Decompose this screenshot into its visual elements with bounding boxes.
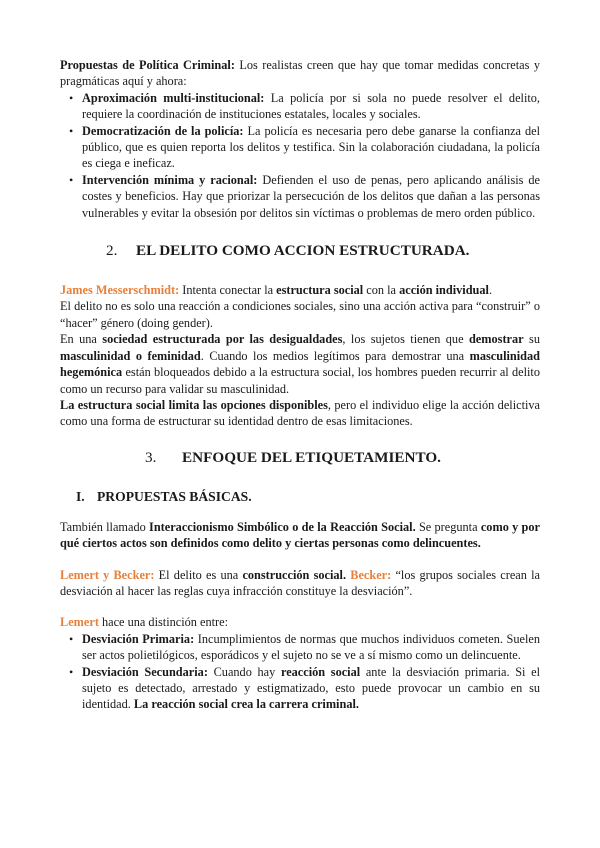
list-item [82, 90, 540, 123]
author-name: Lemert y Becker: [60, 567, 155, 582]
subsection-heading [60, 488, 540, 505]
list-item [82, 123, 540, 172]
author-name: Becker: [346, 567, 392, 582]
section-number: 2. [106, 242, 118, 260]
list-item-label: Democratización de la policía: [82, 123, 244, 138]
intro-text: Los realistas creen que hay que tomar medidas concretas y pragmáticas aquí y ahora: [60, 58, 540, 89]
bold-term: sociedad estructurada por las desigualdades [102, 332, 343, 347]
paragraph [60, 397, 540, 430]
subsection-number: I. [76, 488, 85, 504]
spacer [60, 552, 540, 567]
intro-label: Propuestas de Política Criminal: [60, 58, 235, 72]
bold-term: como y por qué ciertos actos son definidos como delito y ciertas personas como delincuentes. [60, 519, 541, 551]
paragraph [60, 282, 540, 298]
list-item-label: Intervención mínima y racional: [82, 172, 258, 187]
paragraph [60, 614, 540, 630]
text-run: , los sujetos tienen que [342, 332, 469, 347]
list-item [82, 664, 540, 713]
text-run: Cuando hay [207, 664, 281, 679]
list-item-label: Desviación Primaria: [82, 631, 195, 646]
list-item-text: La policía es necesaria pero debe ganarse la confianza del público, que es quien reporta los delitos y testifica. Sin la colaboración ciudadana, la policía es ciega e ineficaz. [82, 123, 541, 171]
author-name: James Messerschmidt: [60, 283, 180, 298]
spacer [60, 599, 540, 614]
text-run: , pero el individuo elige la acción delictiva como una forma de estructurar su identidad dentro de esas limitaciones. [60, 397, 541, 429]
text-run: Se pregunta [415, 519, 481, 534]
text-run: . [488, 283, 493, 298]
list-item [82, 172, 540, 221]
list-item-label: Aproximación multi-institucional: [82, 90, 265, 105]
bold-term: La estructura social limita las opciones disponibles [60, 397, 328, 412]
text-run: están bloqueados debido a la estructura social, los hombres pueden recurrir al delito como un recurso para validar su masculinidad. [60, 365, 540, 396]
bold-term: construcción social. [242, 567, 347, 582]
bold-term: reacción social [280, 664, 361, 679]
section-title: EL DELITO COMO ACCION ESTRUCTURADA. [136, 242, 470, 260]
text-run: Intenta conectar la [179, 283, 277, 298]
text-run: También llamado [60, 519, 150, 534]
text-run: . Cuando los medios legítimos para demostrar una [200, 348, 470, 363]
subsection-title: PROPUESTAS BÁSICAS. [97, 488, 252, 504]
bold-term: demostrar [468, 332, 524, 347]
paragraph [60, 567, 540, 600]
list-item-text: Incumplimientos de normas que muchos individuos cometen. Suelen ser actos polietilógicos, esporádicos y el sujeto no se ve a sí mismo como un delincuente. [82, 631, 540, 663]
bold-term: masculinidad o feminidad [60, 348, 201, 363]
bold-term: estructura social [276, 283, 364, 298]
bold-term: La reacción social crea la carrera criminal. [133, 697, 359, 712]
section-number: 3. [145, 448, 157, 466]
text-run: con la [363, 283, 400, 298]
text-run: su [523, 332, 540, 347]
bold-term: acción individual [399, 283, 489, 298]
list-item-label: Desviación Secundaria: [82, 664, 208, 679]
text-run: “los grupos sociales crean la desviación al hacer las reglas cuya infracción constituye la desviación”. [60, 567, 540, 598]
section-title: ENFOQUE DEL ETIQUETAMIENTO. [182, 448, 441, 466]
deviation-list [60, 631, 540, 713]
paragraph [60, 331, 540, 397]
paragraph: El delito no es solo una reacción a condiciones sociales, sino una acción activa para “construir” o “hacer” género (doing gender). [60, 299, 540, 330]
list-item-text: La policía por si sola no puede resolver el delito, requiere la coordinación de instituciones estatales, locales y sociales. [82, 90, 540, 122]
list-item-text: Defienden el uso de penas, pero aplicando análisis de costes y beneficios. Hay que priorizar la persecución de los delitos que dañan a las personas vulnerables y evitar la obsesión por delitos sin víctimas o problemas de mero orden público. [82, 172, 541, 220]
section-heading [60, 242, 540, 260]
intro-paragraph [60, 57, 540, 90]
list-item [82, 631, 540, 664]
text-run: hace una distinción entre: [98, 615, 228, 630]
policy-list [60, 90, 540, 221]
text-run: ante la desviación primaria. Si el sujeto es detectado, arrestado y estigmatizado, esto puede provocar un cambio en su identidad. [82, 664, 541, 712]
bold-term: Interaccionismo Simbólico o de la Reacción Social. [149, 519, 416, 534]
bold-term: masculinidad hegemónica [60, 348, 540, 380]
text-run: El delito es una [154, 567, 243, 582]
section-heading [60, 449, 540, 467]
text-run: En una [60, 332, 103, 347]
author-name: Lemert [60, 615, 99, 630]
paragraph [60, 519, 540, 552]
